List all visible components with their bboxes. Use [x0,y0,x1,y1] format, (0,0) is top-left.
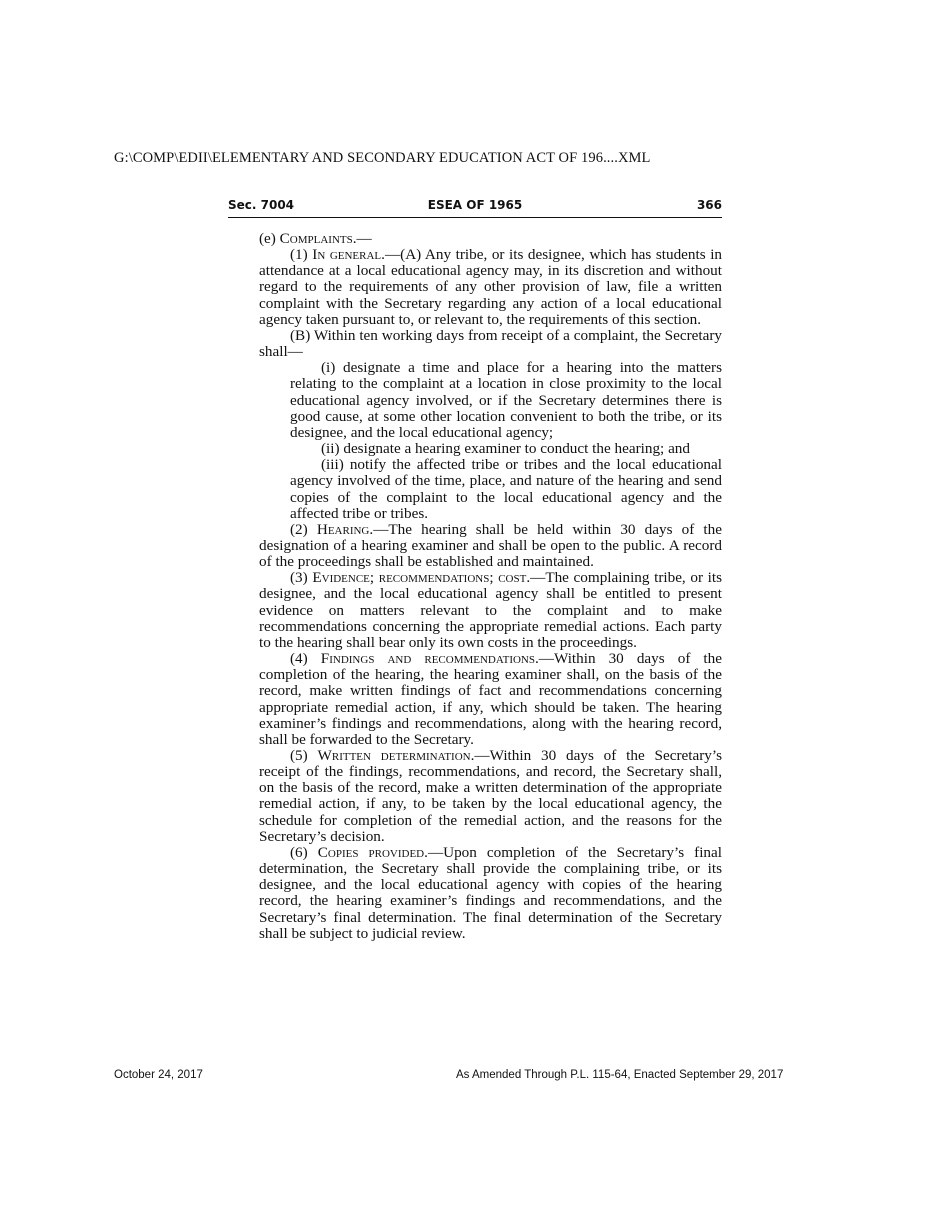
paragraph-3: (3) Evidence; recommendations; cost.—The complaining tribe, or its designee, and the local educational agency shall be entitled to present evidence on matters relevant to the complaint and to make recommendations concerning the appropriate remedial actions. Each party to the hearing shall bear only its own costs in the proceedings. [259,569,722,651]
paragraph-4-heading: Findings and recommendations [320,650,535,668]
subsection-e-heading: (e) Complaints.— [259,230,372,247]
statute-body [259,231,722,942]
paragraph-1-b: (B) Within ten working days from receipt of a complaint, the Secretary shall— [259,326,722,361]
clause-ii: (ii) designate a hearing examiner to conduct the hearing; and [321,440,690,458]
section-number: Sec. 7004 [228,198,295,212]
paragraph-1-heading: In general [312,246,382,264]
paragraph-3-heading: Evidence; recommendations; cost [312,569,527,587]
running-head [228,198,722,218]
clause-iii: (iii) notify the affected tribe or tribes and the local educational agency involved of the time, place, and nature of the hearing and send copies of the complaint to the local educational agency and the affected tribe or tribes. [290,456,722,522]
page-number: 366 [696,198,722,212]
paragraph-1: (1) In general.—(A) Any tribe, or its designee, which has students in attendance at a local educational agency may, in its discretion and without regard to the requirements of any other provision of law, file a written complaint with the Secretary regarding any action of a local educational agency taken pursuant to, or relevant to, the requirements of this section. [259,246,723,328]
paragraph-6-heading: Copies provided [317,843,425,861]
clause-i: (i) designate a time and place for a hearing into the matters relating to the complaint at a location in close proximity to the local educational agency involved, or if the Secretary determines there is good cause, at some other location convenient to both the tribe, or its designee, and the local educational agency; [290,359,722,441]
running-title: ESEA OF 1965 [427,198,523,212]
paragraph-4: (4) Findings and recommendations.—Within 30 days of the completion of the hearing, the hearing examiner shall, on the basis of the record, make written findings of fact and recommendations concerning appropriate remedial action, if any, which should be taken. The hearing examiner’s findings and recommendations, along with the hearing record, shall be forwarded to the Secretary. [259,650,722,748]
subsection-e-title: Complaints [279,230,353,247]
paragraph-2-heading: Hearing [316,520,370,538]
paragraph-2: (2) Hearing.—The hearing shall be held within 30 days of the designation of a hearing examiner and shall be open to the public. A record of the proceedings shall be established and maintained. [259,520,722,571]
paragraph-5-heading: Written determination [317,747,471,764]
paragraph-6: (6) Copies provided.—Upon completion of the Secretary’s final determination, the Secretary shall provide the complaining tribe, or its designee, and the local educational agency with copies of the hearing record, the hearing examiner’s findings and recommendations, and the Secretary’s final determination. The final determination of the Secretary shall be subject to judicial review. [259,843,722,942]
paragraph-5: (5) Written determination.—Within 30 days of the Secretary’s receipt of the findings, recommendations, and record, the Secretary shall, on the basis of the record, make a written determination of the appropriate remedial action, if any, to be taken by the local educational agency, the schedule for completion of the remedial action, and the reasons for the Secretary’s decision. [259,747,722,845]
footer-amended-note: As Amended Through P.L. 115-64, Enacted September 29, 2017 [456,1069,784,1081]
file-path-header: G:\COMP\EDII\ELEMENTARY AND SECONDARY EDUCATION ACT OF 196....XML [114,150,651,166]
footer-date: October 24, 2017 [114,1069,203,1081]
